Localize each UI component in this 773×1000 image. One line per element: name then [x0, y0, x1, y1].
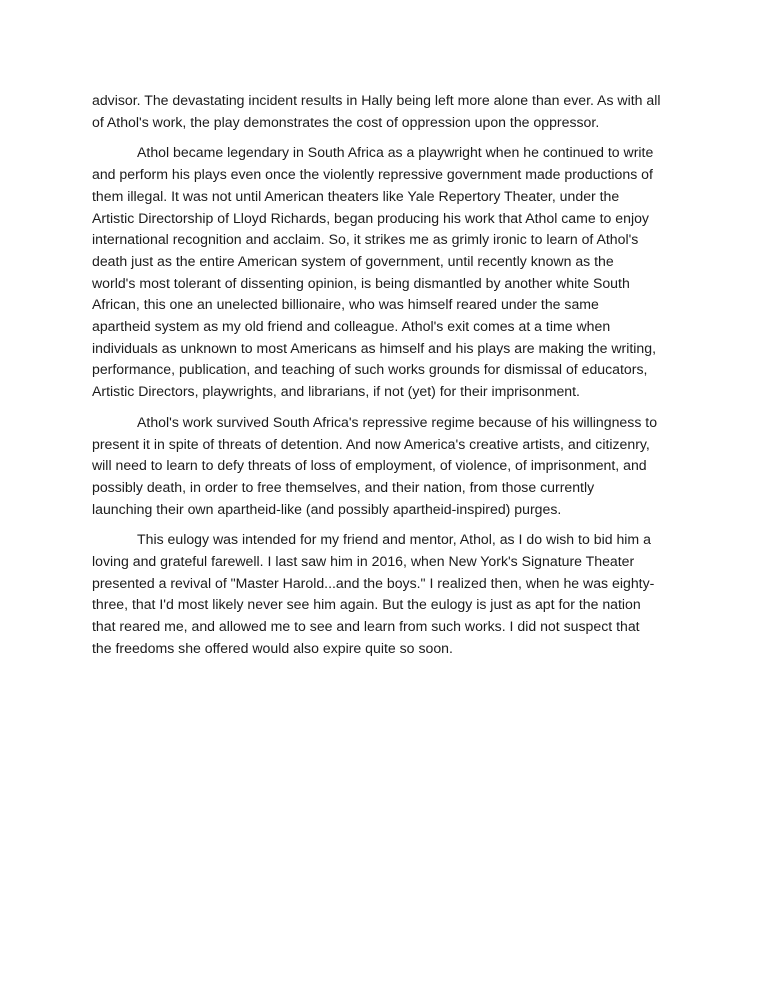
paragraph-line: present it in spite of threats of detention. And now America's creative artists, and citizenry,: [92, 435, 650, 452]
paragraph-line: performance, publication, and teaching of such works grounds for dismissal of educators,: [92, 361, 648, 378]
paragraph-line: and perform his plays even once the violently repressive government made productions of: [92, 166, 653, 183]
paragraph-line: Athol became legendary in South Africa as a playwright when he continued to write: [137, 144, 654, 161]
paragraph-line: that reared me, and allowed me to see and learn from such works. I did not suspect that: [92, 618, 640, 635]
paragraph-line: apartheid system as my old friend and colleague. Athol's exit comes at a time when: [92, 318, 611, 335]
paragraph-3: [92, 412, 682, 521]
paragraph-line: possibly death, in order to free themselves, and their nation, from those currently: [92, 478, 595, 495]
paragraph-2: [92, 142, 682, 402]
paragraph-line: them illegal. It was not until American theaters like Yale Repertory Theater, under the: [92, 187, 620, 204]
paragraph-line: This eulogy was intended for my friend and mentor, Athol, as I do wish to bid him a: [137, 531, 651, 548]
paragraph-line: launching their own apartheid-like (and possibly apartheid-inspired) purges.: [92, 500, 562, 517]
paragraph-line: three, that I'd most likely never see him again. But the eulogy is just as apt for the nation: [92, 596, 641, 613]
paragraph-line: Artistic Directors, playwrights, and librarians, if not (yet) for their imprisonment.: [92, 383, 580, 400]
paragraph-line: the freedoms she offered would also expire quite so soon.: [92, 639, 453, 656]
document-body: [92, 90, 682, 669]
paragraph-line: individuals as unknown to most Americans as himself and his plays are making the writing,: [92, 339, 657, 356]
paragraph-line: advisor. The devastating incident results in Hally being left more alone than ever. As with all: [92, 92, 661, 108]
paragraph-line: loving and grateful farewell. I last saw him in 2016, when New York's Signature Theater: [92, 553, 635, 570]
paragraph-line: will need to learn to defy threats of loss of employment, of violence, of imprisonment, and: [92, 457, 647, 474]
paragraph-line: Athol's work survived South Africa's repressive regime because of his willingness to: [137, 413, 658, 430]
paragraph-line: world's most tolerant of dissenting opinion, is being dismantled by another white South: [92, 274, 630, 291]
paragraph-4: [92, 529, 682, 659]
paragraph-line: Artistic Directorship of Lloyd Richards, began producing his work that Athol came to enjoy: [92, 209, 649, 226]
paragraph-line: of Athol's work, the play demonstrates the cost of oppression upon the oppressor.: [92, 113, 600, 130]
paragraph-1: [92, 90, 682, 133]
paragraph-line: African, this one an unelected billionaire, who was himself reared under the same: [92, 296, 599, 313]
paragraph-line: international recognition and acclaim. So, it strikes me as grimly ironic to learn of Athol's: [92, 231, 639, 248]
paragraph-line: presented a revival of "Master Harold...and the boys." I realized then, when he was eighty-: [92, 574, 655, 591]
paragraph-line: death just as the entire American system of government, until recently known as the: [92, 252, 614, 269]
